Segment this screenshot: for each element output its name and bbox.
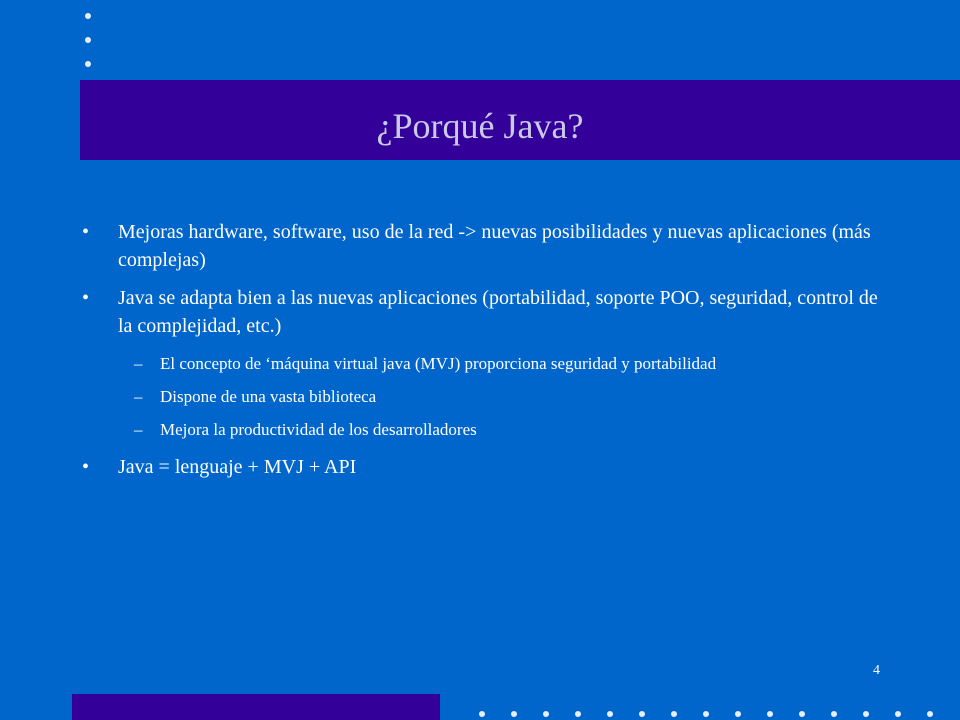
decorative-dot [85, 61, 91, 67]
sub-bullet-item [82, 383, 882, 410]
sub-bullet-list [82, 350, 882, 443]
bullet-marker: • [82, 221, 90, 243]
decorative-dot [607, 711, 613, 717]
decorative-dot [543, 711, 549, 717]
sub-bullet-text: Dispone de una vasta biblioteca [160, 387, 377, 406]
decorative-dot [767, 711, 773, 717]
title-bar [80, 80, 960, 160]
decorative-dot [863, 711, 869, 717]
bullet-marker: • [82, 287, 90, 309]
decorative-dot [479, 711, 485, 717]
bullet-text: Java = lenguaje + MVJ + API [118, 456, 357, 478]
bullet-item [82, 453, 882, 481]
slide-title: ¿Porqué Java? [376, 106, 584, 146]
decorative-dot [703, 711, 709, 717]
decorative-dot [85, 13, 91, 19]
sub-bullet-marker: – [134, 354, 143, 373]
decorative-dot [639, 711, 645, 717]
bullet-item [82, 218, 882, 274]
decorative-dot [799, 711, 805, 717]
decorative-dot [575, 711, 581, 717]
bullet-text: Mejoras hardware, software, uso de la red -> nuevas posibilidades y nuevas aplicaciones (más complejas) [118, 221, 871, 271]
decorative-dot [511, 711, 517, 717]
sub-bullet-item [82, 350, 882, 377]
decorative-dot [671, 711, 677, 717]
decorative-dot [927, 711, 933, 717]
sub-bullet-marker: – [134, 420, 143, 439]
footer-bar [72, 694, 440, 720]
sub-bullet-text: El concepto de ‘máquina virtual java (MVJ) proporciona seguridad y portabilidad [160, 354, 717, 373]
sub-bullet-item [82, 416, 882, 443]
slide-content [82, 218, 882, 491]
page-number: 4 [873, 663, 880, 678]
decorative-dot [831, 711, 837, 717]
bullet-marker: • [82, 456, 90, 478]
bullet-item [82, 284, 882, 340]
decorative-dot [895, 711, 901, 717]
decorative-dot [85, 37, 91, 43]
decorative-dot [735, 711, 741, 717]
sub-bullet-marker: – [134, 387, 143, 406]
bullet-text: Java se adapta bien a las nuevas aplicaciones (portabilidad, soporte POO, seguridad, control de la complejidad, etc.) [118, 287, 878, 337]
sub-bullet-text: Mejora la productividad de los desarrolladores [160, 420, 477, 439]
